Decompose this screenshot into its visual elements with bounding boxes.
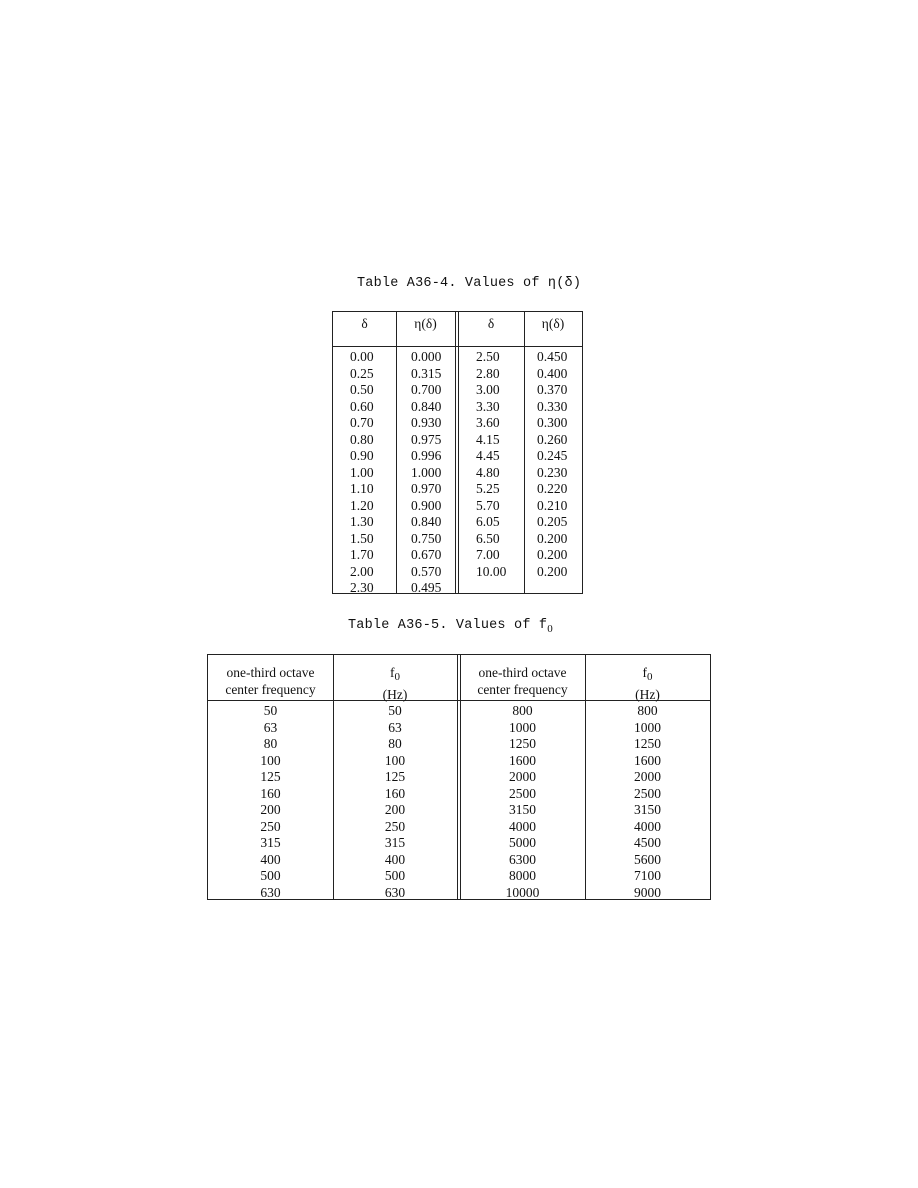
table-cell: 125 xyxy=(384,769,406,784)
header-line: center frequency xyxy=(225,682,316,697)
table-cell: 1.000 xyxy=(411,464,442,480)
table-cell: 0.80 xyxy=(350,431,374,447)
table-cell: 315 xyxy=(384,835,406,850)
table-cell: 160 xyxy=(384,785,406,801)
table-cell: 2.00 xyxy=(350,563,374,579)
column-right-center-frequency xyxy=(460,703,585,901)
table-cell: 0.330 xyxy=(537,398,568,414)
table-cell: 3.00 xyxy=(476,382,500,397)
table-cell: 1600 xyxy=(509,752,536,768)
table-cell: 250 xyxy=(384,818,406,834)
table-cell: 0.260 xyxy=(537,431,568,447)
table-cell: 5000 xyxy=(509,835,536,850)
table-cell: 200 xyxy=(384,802,406,817)
column-left-f0 xyxy=(333,703,457,901)
table-cell: 1250 xyxy=(634,736,661,751)
table-cell: 800 xyxy=(637,703,658,718)
table-cell: 100 xyxy=(260,752,281,768)
table-cell: 50 xyxy=(388,703,402,718)
table-cell: 1600 xyxy=(634,752,661,768)
column-divider xyxy=(457,655,458,899)
table-cell: 10.00 xyxy=(476,563,507,579)
table-cell: 0.315 xyxy=(411,365,442,381)
table-cell: 1000 xyxy=(634,719,661,735)
table-cell: 4000 xyxy=(509,818,536,834)
table-cell: 250 xyxy=(260,818,281,834)
header-center-frequency xyxy=(208,664,333,698)
table-cell: 0.930 xyxy=(411,415,442,430)
column-divider xyxy=(524,312,525,593)
table-cell: 50 xyxy=(263,703,278,718)
table-cell: 1.30 xyxy=(350,514,374,529)
column-left-eta xyxy=(411,349,441,597)
table-cell: 2.30 xyxy=(350,580,374,595)
table-cell: 0.300 xyxy=(537,415,568,430)
table-cell: 0.50 xyxy=(350,382,374,397)
table-cell: 1.50 xyxy=(350,530,374,546)
table-cell: 63 xyxy=(263,719,278,735)
column-divider xyxy=(458,312,459,593)
table-cell: 1.20 xyxy=(350,497,374,513)
table-cell: 0.900 xyxy=(411,497,442,513)
column-divider xyxy=(396,312,397,593)
table-cell: 0.200 xyxy=(537,547,568,562)
table-cell: 8000 xyxy=(509,868,536,883)
table-cell: 3150 xyxy=(509,802,536,817)
column-right-delta xyxy=(476,349,506,580)
header-line: one-third octave xyxy=(226,665,315,680)
table-cell: 0.245 xyxy=(537,448,568,463)
table-cell: 100 xyxy=(384,752,406,768)
table-cell: 0.400 xyxy=(537,365,568,381)
header-f0-unit: (Hz) xyxy=(635,687,660,702)
header-f0 xyxy=(585,664,710,703)
table-cell: 0.210 xyxy=(537,497,568,513)
table-cell: 0.975 xyxy=(411,431,442,447)
table-cell: 7100 xyxy=(634,868,661,883)
header-f0-subscript: 0 xyxy=(647,671,653,683)
table-cell: 0.970 xyxy=(411,481,442,496)
header-f0-unit: (Hz) xyxy=(382,687,408,702)
column-divider xyxy=(455,312,456,593)
table-cell: 0.70 xyxy=(350,415,374,430)
table-cell: 500 xyxy=(384,868,406,883)
table-cell: 0.90 xyxy=(350,448,374,463)
table-cell: 4000 xyxy=(634,818,661,834)
column-left-delta xyxy=(350,349,374,597)
header-line: one-third octave xyxy=(478,665,567,680)
table-cell: 0.450 xyxy=(537,349,568,364)
header-center-frequency xyxy=(460,664,585,698)
table-cell: 5600 xyxy=(634,851,661,867)
column-right-eta xyxy=(537,349,567,580)
table-cell: 0.60 xyxy=(350,398,374,414)
header-delta: δ xyxy=(361,316,368,331)
table-cell: 0.25 xyxy=(350,365,374,381)
header-divider xyxy=(333,346,582,347)
table-cell: 0.205 xyxy=(537,514,568,529)
table-cell: 0.840 xyxy=(411,514,442,529)
table-cell: 0.700 xyxy=(411,382,442,397)
table-cell: 6300 xyxy=(509,851,536,867)
table-cell: 160 xyxy=(260,785,281,801)
table-cell: 0.670 xyxy=(411,547,442,562)
table-cell: 1250 xyxy=(509,736,536,751)
caption-text: Table A36-5. Values of f xyxy=(348,618,548,633)
table-cell: 200 xyxy=(260,802,281,817)
table-cell: 0.495 xyxy=(411,580,442,595)
column-left-center-frequency xyxy=(208,703,333,901)
table-cell: 6.05 xyxy=(476,514,500,529)
table-cell: 0.200 xyxy=(537,563,568,579)
table-cell: 2500 xyxy=(509,785,536,801)
table-cell: 400 xyxy=(384,851,406,867)
header-f0 xyxy=(333,664,457,703)
table-cell: 0.750 xyxy=(411,530,442,546)
header-f0-main: f xyxy=(642,665,647,680)
table-cell: 0.230 xyxy=(537,464,568,480)
table-cell: 3150 xyxy=(634,802,661,817)
table-cell: 0.840 xyxy=(411,398,442,414)
table-cell: 80 xyxy=(263,736,278,751)
table-cell: 1.00 xyxy=(350,464,374,480)
header-f0-subscript: 0 xyxy=(394,671,400,683)
table-cell: 3.30 xyxy=(476,398,500,414)
table-cell: 0.220 xyxy=(537,481,568,496)
table-cell: 4.45 xyxy=(476,448,500,463)
header-delta: δ xyxy=(487,316,495,331)
table-cell: 63 xyxy=(388,719,402,735)
table-cell: 1.10 xyxy=(350,481,374,496)
table-cell: 5.70 xyxy=(476,497,500,513)
table-cell: 800 xyxy=(512,703,533,718)
header-f0-main: f xyxy=(390,665,395,680)
table-cell: 0.370 xyxy=(537,382,568,397)
table-cell: 2.50 xyxy=(476,349,500,364)
table-cell: 10000 xyxy=(505,884,540,900)
column-right-f0 xyxy=(585,703,710,901)
table-cell: 3.60 xyxy=(476,415,500,430)
table-cell: 0.200 xyxy=(537,530,568,546)
table-cell: 7.00 xyxy=(476,547,500,562)
table-cell: 0.00 xyxy=(350,349,374,364)
table-cell: 0.996 xyxy=(411,448,442,463)
table-a36-4 xyxy=(332,311,583,594)
table-cell: 4.15 xyxy=(476,431,500,447)
table-cell: 630 xyxy=(384,884,406,900)
table-cell: 1000 xyxy=(509,719,536,735)
table-cell: 2000 xyxy=(634,769,661,784)
table-a36-4-caption: Table A36-4. Values of η(δ) xyxy=(357,276,582,291)
header-line: center frequency xyxy=(477,682,568,697)
header-eta: η(δ) xyxy=(541,316,565,331)
table-cell: 1.70 xyxy=(350,547,374,562)
table-cell: 80 xyxy=(388,736,402,751)
table-cell: 4.80 xyxy=(476,464,500,480)
table-cell: 0.000 xyxy=(411,349,442,364)
table-cell: 6.50 xyxy=(476,530,500,546)
table-cell: 125 xyxy=(260,769,281,784)
table-cell: 2.80 xyxy=(476,365,500,381)
table-cell: 4500 xyxy=(634,835,661,850)
header-eta: η(δ) xyxy=(414,316,437,331)
table-cell: 500 xyxy=(260,868,281,883)
table-a36-5 xyxy=(207,654,711,900)
table-cell: 5.25 xyxy=(476,481,500,496)
table-cell: 2000 xyxy=(509,769,536,784)
caption-subscript: 0 xyxy=(547,623,553,635)
table-cell: 2500 xyxy=(634,785,661,801)
table-cell: 630 xyxy=(260,884,281,900)
table-cell: 400 xyxy=(260,851,281,867)
table-cell: 315 xyxy=(260,835,281,850)
table-cell: 0.570 xyxy=(411,563,442,579)
table-a36-5-caption xyxy=(348,618,553,635)
table-cell: 9000 xyxy=(634,884,661,900)
